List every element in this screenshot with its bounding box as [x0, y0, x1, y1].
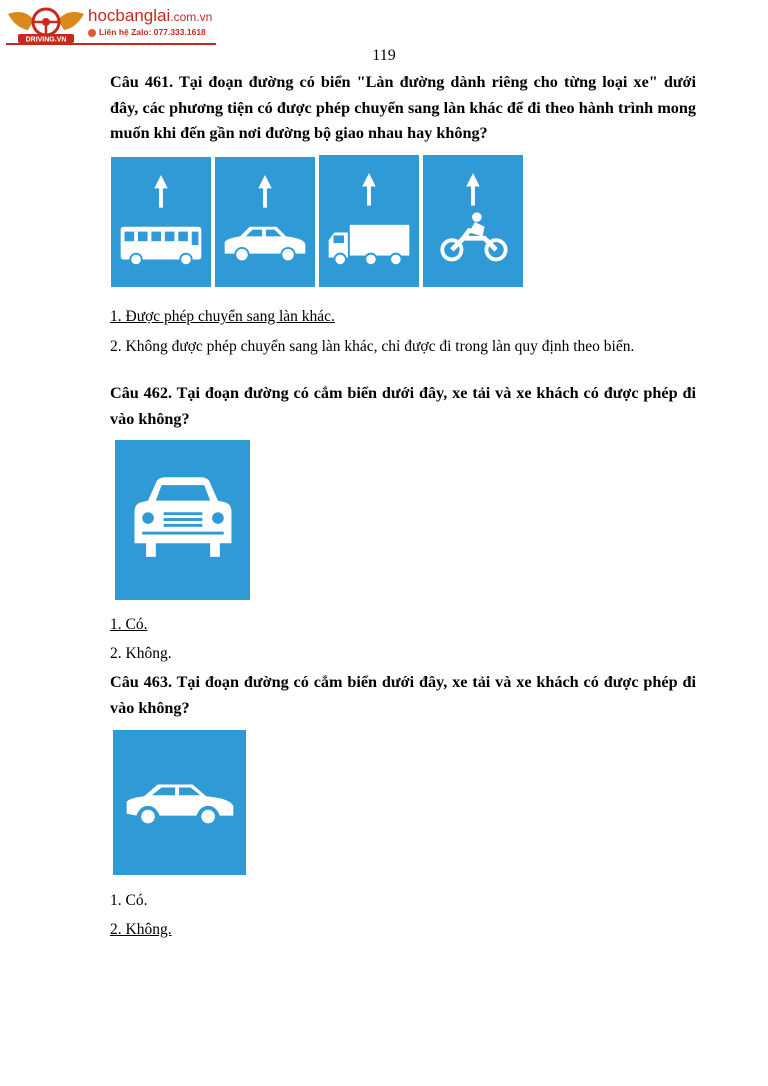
answer-462-2: 2. Không.	[110, 645, 172, 662]
motorcycle-lane-sign	[423, 155, 523, 287]
question-463-title: Câu 463. Tại đoạn đường có cắm biển dưới đây, xe tải và xe khách có được phép đi vào không?	[110, 673, 696, 717]
svg-text:DRIVING.VN: DRIVING.VN	[25, 36, 67, 44]
header-divider	[6, 43, 216, 45]
car-lane-sign	[215, 157, 315, 287]
answer-461-1: 1. Được phép chuyển sang làn khác.	[110, 308, 335, 325]
answer-462-1: 1. Có.	[110, 616, 148, 633]
car-only-sign	[113, 730, 246, 875]
driving-vn-logo	[6, 4, 86, 44]
steering-wheel-icon	[6, 4, 86, 44]
answer-461-2: 2. Không được phép chuyển sang làn khác, chỉ được đi trong làn quy định theo biển.	[110, 338, 635, 355]
phone-icon	[88, 29, 96, 37]
question-461-title: Câu 461. Tại đoạn đường có biển "Làn đường dành riêng cho từng loại xe" dưới đây, các phương tiện có được phép chuyển sang làn khác để đi theo hành trình mong muốn khi đến gần nơi đường bộ giao nhau hay không?	[110, 73, 696, 142]
brand-name: hocbanglai.com.vn	[88, 6, 213, 25]
answer-463-1: 1. Có.	[110, 892, 148, 909]
bus-lane-sign	[111, 157, 211, 287]
road-for-cars-sign	[115, 440, 250, 600]
contact-line: Liên hệ Zalo: 077.333.1618	[88, 27, 206, 37]
answer-463-2: 2. Không.	[110, 921, 172, 938]
page-number: 119	[372, 47, 396, 64]
truck-lane-sign	[319, 155, 419, 287]
question-462-title: Câu 462. Tại đoạn đường có cắm biển dưới đây, xe tải và xe khách có được phép đi vào không?	[110, 384, 696, 428]
